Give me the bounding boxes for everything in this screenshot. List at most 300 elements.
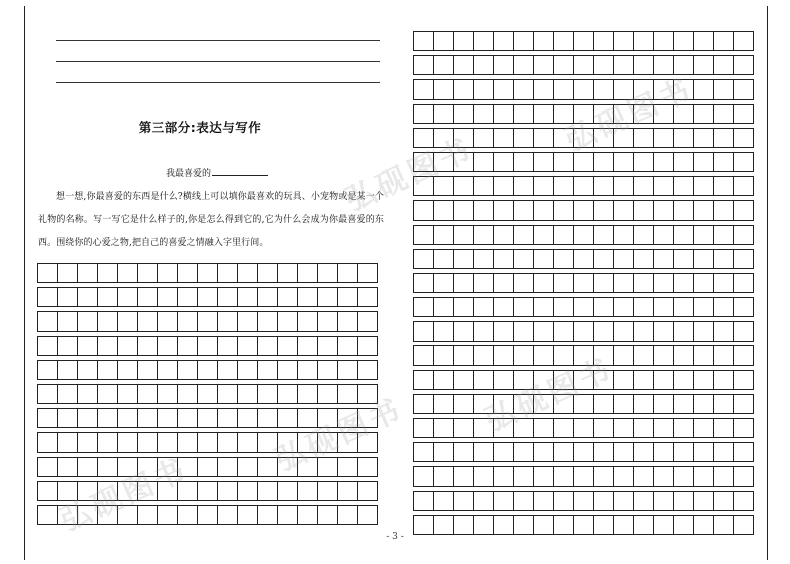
grid-cell[interactable]: [318, 409, 338, 428]
grid-cell[interactable]: [634, 56, 654, 75]
grid-cell[interactable]: [118, 337, 138, 356]
grid-cell[interactable]: [474, 129, 494, 148]
grid-cell[interactable]: [714, 153, 734, 172]
grid-cell[interactable]: [674, 32, 694, 51]
grid-cell[interactable]: [514, 105, 534, 124]
grid-cell[interactable]: [634, 298, 654, 317]
grid-cell[interactable]: [178, 288, 198, 307]
grid-cell[interactable]: [594, 274, 614, 293]
grid-cell[interactable]: [318, 433, 338, 452]
grid-cell[interactable]: [534, 346, 554, 365]
grid-cell[interactable]: [614, 56, 634, 75]
grid-cell[interactable]: [358, 482, 378, 501]
grid-cell[interactable]: [434, 250, 454, 269]
grid-cell[interactable]: [634, 443, 654, 462]
grid-cell[interactable]: [58, 264, 78, 283]
grid-cell[interactable]: [574, 56, 594, 75]
grid-cell[interactable]: [654, 226, 674, 245]
grid-cell[interactable]: [514, 177, 534, 196]
grid-cell[interactable]: [454, 346, 474, 365]
grid-cell[interactable]: [734, 129, 754, 148]
grid-cell[interactable]: [694, 395, 714, 414]
grid-cell[interactable]: [38, 409, 58, 428]
grid-cell[interactable]: [634, 492, 654, 511]
grid-cell[interactable]: [614, 346, 634, 365]
grid-cell[interactable]: [218, 312, 238, 331]
grid-cell[interactable]: [554, 201, 574, 220]
grid-cell[interactable]: [38, 361, 58, 380]
grid-cell[interactable]: [654, 274, 674, 293]
grid-cell[interactable]: [198, 458, 218, 477]
grid-cell[interactable]: [494, 322, 514, 341]
grid-cell[interactable]: [414, 322, 434, 341]
grid-cell[interactable]: [654, 32, 674, 51]
grid-cell[interactable]: [414, 250, 434, 269]
grid-cell[interactable]: [654, 492, 674, 511]
grid-cell[interactable]: [38, 506, 58, 525]
grid-cell[interactable]: [178, 409, 198, 428]
grid-cell[interactable]: [694, 492, 714, 511]
grid-cell[interactable]: [178, 337, 198, 356]
grid-cell[interactable]: [258, 288, 278, 307]
grid-cell[interactable]: [614, 467, 634, 486]
grid-cell[interactable]: [454, 80, 474, 99]
grid-cell[interactable]: [514, 443, 534, 462]
grid-cell[interactable]: [414, 105, 434, 124]
grid-cell[interactable]: [634, 419, 654, 438]
grid-cell[interactable]: [218, 506, 238, 525]
grid-cell[interactable]: [734, 322, 754, 341]
grid-cell[interactable]: [454, 56, 474, 75]
grid-cell[interactable]: [454, 250, 474, 269]
grid-cell[interactable]: [78, 482, 98, 501]
grid-cell[interactable]: [434, 322, 454, 341]
grid-cell[interactable]: [338, 337, 358, 356]
grid-cell[interactable]: [734, 298, 754, 317]
grid-cell[interactable]: [674, 105, 694, 124]
grid-cell[interactable]: [494, 153, 514, 172]
grid-cell[interactable]: [474, 274, 494, 293]
grid-cell[interactable]: [594, 419, 614, 438]
grid-cell[interactable]: [594, 371, 614, 390]
grid-cell[interactable]: [494, 201, 514, 220]
grid-cell[interactable]: [734, 250, 754, 269]
grid-cell[interactable]: [138, 409, 158, 428]
grid-cell[interactable]: [454, 274, 474, 293]
grid-cell[interactable]: [734, 443, 754, 462]
grid-cell[interactable]: [494, 467, 514, 486]
grid-cell[interactable]: [298, 288, 318, 307]
grid-cell[interactable]: [494, 492, 514, 511]
grid-cell[interactable]: [694, 443, 714, 462]
grid-cell[interactable]: [534, 443, 554, 462]
grid-cell[interactable]: [694, 226, 714, 245]
grid-cell[interactable]: [414, 129, 434, 148]
grid-cell[interactable]: [138, 264, 158, 283]
grid-cell[interactable]: [714, 105, 734, 124]
grid-cell[interactable]: [78, 385, 98, 404]
grid-cell[interactable]: [414, 443, 434, 462]
grid-cell[interactable]: [158, 433, 178, 452]
grid-cell[interactable]: [554, 346, 574, 365]
grid-cell[interactable]: [734, 274, 754, 293]
grid-cell[interactable]: [714, 129, 734, 148]
grid-cell[interactable]: [414, 492, 434, 511]
grid-cell[interactable]: [118, 506, 138, 525]
grid-cell[interactable]: [158, 482, 178, 501]
grid-cell[interactable]: [198, 312, 218, 331]
grid-cell[interactable]: [38, 385, 58, 404]
writing-grid-right[interactable]: [413, 31, 754, 539]
grid-cell[interactable]: [694, 419, 714, 438]
grid-cell[interactable]: [58, 409, 78, 428]
grid-cell[interactable]: [574, 298, 594, 317]
grid-cell[interactable]: [78, 312, 98, 331]
grid-cell[interactable]: [198, 264, 218, 283]
grid-cell[interactable]: [654, 177, 674, 196]
grid-cell[interactable]: [454, 395, 474, 414]
grid-cell[interactable]: [258, 482, 278, 501]
grid-cell[interactable]: [734, 226, 754, 245]
grid-cell[interactable]: [454, 201, 474, 220]
grid-cell[interactable]: [654, 322, 674, 341]
grid-cell[interactable]: [298, 337, 318, 356]
grid-cell[interactable]: [494, 129, 514, 148]
grid-cell[interactable]: [118, 385, 138, 404]
grid-cell[interactable]: [514, 274, 534, 293]
grid-cell[interactable]: [734, 492, 754, 511]
grid-cell[interactable]: [218, 264, 238, 283]
grid-cell[interactable]: [634, 274, 654, 293]
grid-cell[interactable]: [454, 226, 474, 245]
grid-cell[interactable]: [298, 458, 318, 477]
grid-cell[interactable]: [674, 274, 694, 293]
grid-cell[interactable]: [198, 409, 218, 428]
grid-cell[interactable]: [434, 129, 454, 148]
grid-cell[interactable]: [674, 395, 694, 414]
grid-cell[interactable]: [554, 298, 574, 317]
grid-cell[interactable]: [494, 80, 514, 99]
grid-cell[interactable]: [714, 250, 734, 269]
grid-cell[interactable]: [414, 177, 434, 196]
grid-cell[interactable]: [218, 409, 238, 428]
grid-cell[interactable]: [574, 492, 594, 511]
grid-cell[interactable]: [338, 288, 358, 307]
grid-cell[interactable]: [734, 177, 754, 196]
grid-cell[interactable]: [238, 433, 258, 452]
grid-cell[interactable]: [258, 385, 278, 404]
grid-cell[interactable]: [654, 395, 674, 414]
grid-cell[interactable]: [654, 298, 674, 317]
grid-cell[interactable]: [694, 322, 714, 341]
grid-cell[interactable]: [714, 56, 734, 75]
grid-cell[interactable]: [98, 458, 118, 477]
grid-cell[interactable]: [434, 419, 454, 438]
grid-cell[interactable]: [178, 458, 198, 477]
grid-cell[interactable]: [694, 177, 714, 196]
grid-cell[interactable]: [674, 129, 694, 148]
grid-cell[interactable]: [98, 409, 118, 428]
grid-cell[interactable]: [158, 288, 178, 307]
grid-cell[interactable]: [454, 153, 474, 172]
grid-cell[interactable]: [78, 361, 98, 380]
grid-cell[interactable]: [414, 56, 434, 75]
grid-cell[interactable]: [614, 322, 634, 341]
grid-cell[interactable]: [534, 274, 554, 293]
grid-cell[interactable]: [614, 226, 634, 245]
grid-cell[interactable]: [218, 337, 238, 356]
grid-cell[interactable]: [514, 129, 534, 148]
grid-cell[interactable]: [494, 346, 514, 365]
grid-cell[interactable]: [474, 153, 494, 172]
grid-cell[interactable]: [38, 433, 58, 452]
grid-cell[interactable]: [238, 385, 258, 404]
grid-cell[interactable]: [454, 105, 474, 124]
grid-cell[interactable]: [614, 201, 634, 220]
grid-cell[interactable]: [674, 226, 694, 245]
grid-cell[interactable]: [634, 80, 654, 99]
grid-cell[interactable]: [298, 433, 318, 452]
grid-cell[interactable]: [534, 419, 554, 438]
grid-cell[interactable]: [434, 298, 454, 317]
grid-cell[interactable]: [474, 298, 494, 317]
grid-cell[interactable]: [198, 482, 218, 501]
grid-cell[interactable]: [78, 458, 98, 477]
grid-cell[interactable]: [514, 153, 534, 172]
grid-cell[interactable]: [574, 419, 594, 438]
grid-cell[interactable]: [594, 346, 614, 365]
grid-cell[interactable]: [714, 492, 734, 511]
grid-cell[interactable]: [594, 467, 614, 486]
grid-cell[interactable]: [238, 506, 258, 525]
grid-cell[interactable]: [554, 250, 574, 269]
grid-cell[interactable]: [674, 298, 694, 317]
grid-cell[interactable]: [138, 288, 158, 307]
grid-cell[interactable]: [694, 201, 714, 220]
grid-cell[interactable]: [358, 385, 378, 404]
grid-cell[interactable]: [138, 482, 158, 501]
grid-cell[interactable]: [554, 32, 574, 51]
grid-cell[interactable]: [278, 482, 298, 501]
grid-cell[interactable]: [554, 371, 574, 390]
grid-cell[interactable]: [714, 226, 734, 245]
grid-cell[interactable]: [278, 385, 298, 404]
grid-cell[interactable]: [258, 458, 278, 477]
grid-cell[interactable]: [514, 419, 534, 438]
grid-cell[interactable]: [614, 492, 634, 511]
grid-cell[interactable]: [594, 492, 614, 511]
grid-cell[interactable]: [614, 298, 634, 317]
grid-cell[interactable]: [98, 385, 118, 404]
grid-cell[interactable]: [358, 264, 378, 283]
grid-cell[interactable]: [514, 56, 534, 75]
grid-cell[interactable]: [278, 506, 298, 525]
grid-cell[interactable]: [494, 443, 514, 462]
grid-cell[interactable]: [514, 395, 534, 414]
grid-cell[interactable]: [474, 201, 494, 220]
grid-cell[interactable]: [554, 322, 574, 341]
grid-cell[interactable]: [434, 32, 454, 51]
grid-cell[interactable]: [454, 371, 474, 390]
grid-cell[interactable]: [514, 32, 534, 51]
grid-cell[interactable]: [138, 312, 158, 331]
grid-cell[interactable]: [574, 32, 594, 51]
grid-cell[interactable]: [494, 274, 514, 293]
grid-cell[interactable]: [38, 288, 58, 307]
grid-cell[interactable]: [474, 80, 494, 99]
grid-cell[interactable]: [574, 322, 594, 341]
grid-cell[interactable]: [514, 226, 534, 245]
grid-cell[interactable]: [694, 80, 714, 99]
grid-cell[interactable]: [694, 129, 714, 148]
grid-cell[interactable]: [138, 385, 158, 404]
grid-cell[interactable]: [414, 201, 434, 220]
grid-cell[interactable]: [318, 385, 338, 404]
grid-cell[interactable]: [674, 80, 694, 99]
grid-cell[interactable]: [534, 80, 554, 99]
grid-cell[interactable]: [714, 419, 734, 438]
grid-cell[interactable]: [594, 129, 614, 148]
grid-cell[interactable]: [218, 458, 238, 477]
grid-cell[interactable]: [318, 506, 338, 525]
grid-cell[interactable]: [138, 337, 158, 356]
grid-cell[interactable]: [634, 395, 654, 414]
grid-cell[interactable]: [734, 105, 754, 124]
grid-cell[interactable]: [554, 443, 574, 462]
grid-cell[interactable]: [494, 105, 514, 124]
grid-cell[interactable]: [574, 443, 594, 462]
grid-cell[interactable]: [298, 312, 318, 331]
grid-cell[interactable]: [634, 226, 654, 245]
grid-cell[interactable]: [414, 346, 434, 365]
grid-cell[interactable]: [534, 298, 554, 317]
grid-cell[interactable]: [198, 506, 218, 525]
grid-cell[interactable]: [98, 506, 118, 525]
grid-cell[interactable]: [118, 312, 138, 331]
grid-cell[interactable]: [434, 153, 454, 172]
grid-cell[interactable]: [654, 129, 674, 148]
grid-cell[interactable]: [714, 80, 734, 99]
grid-cell[interactable]: [98, 288, 118, 307]
grid-cell[interactable]: [98, 312, 118, 331]
grid-cell[interactable]: [594, 201, 614, 220]
grid-cell[interactable]: [654, 153, 674, 172]
grid-cell[interactable]: [654, 443, 674, 462]
grid-cell[interactable]: [594, 153, 614, 172]
grid-cell[interactable]: [494, 419, 514, 438]
grid-cell[interactable]: [454, 467, 474, 486]
grid-cell[interactable]: [454, 322, 474, 341]
grid-cell[interactable]: [574, 80, 594, 99]
grid-cell[interactable]: [694, 56, 714, 75]
grid-cell[interactable]: [514, 371, 534, 390]
grid-cell[interactable]: [674, 371, 694, 390]
grid-cell[interactable]: [414, 274, 434, 293]
grid-cell[interactable]: [158, 506, 178, 525]
grid-cell[interactable]: [118, 288, 138, 307]
grid-cell[interactable]: [654, 419, 674, 438]
grid-cell[interactable]: [614, 250, 634, 269]
grid-cell[interactable]: [238, 458, 258, 477]
grid-cell[interactable]: [574, 395, 594, 414]
grid-cell[interactable]: [714, 443, 734, 462]
grid-cell[interactable]: [58, 288, 78, 307]
grid-cell[interactable]: [78, 264, 98, 283]
grid-cell[interactable]: [534, 226, 554, 245]
grid-cell[interactable]: [574, 371, 594, 390]
grid-cell[interactable]: [278, 361, 298, 380]
grid-cell[interactable]: [318, 361, 338, 380]
grid-cell[interactable]: [298, 361, 318, 380]
grid-cell[interactable]: [514, 492, 534, 511]
grid-cell[interactable]: [58, 361, 78, 380]
grid-cell[interactable]: [594, 250, 614, 269]
grid-cell[interactable]: [714, 395, 734, 414]
grid-cell[interactable]: [318, 264, 338, 283]
grid-cell[interactable]: [338, 433, 358, 452]
grid-cell[interactable]: [634, 322, 654, 341]
grid-cell[interactable]: [138, 433, 158, 452]
grid-cell[interactable]: [474, 371, 494, 390]
grid-cell[interactable]: [574, 105, 594, 124]
grid-cell[interactable]: [474, 32, 494, 51]
grid-cell[interactable]: [494, 298, 514, 317]
grid-cell[interactable]: [58, 482, 78, 501]
grid-cell[interactable]: [198, 337, 218, 356]
grid-cell[interactable]: [278, 409, 298, 428]
grid-cell[interactable]: [238, 264, 258, 283]
grid-cell[interactable]: [178, 385, 198, 404]
grid-cell[interactable]: [198, 288, 218, 307]
grid-cell[interactable]: [58, 312, 78, 331]
grid-cell[interactable]: [434, 274, 454, 293]
grid-cell[interactable]: [78, 288, 98, 307]
grid-cell[interactable]: [98, 482, 118, 501]
grid-cell[interactable]: [534, 395, 554, 414]
grid-cell[interactable]: [634, 153, 654, 172]
grid-cell[interactable]: [614, 32, 634, 51]
grid-cell[interactable]: [278, 433, 298, 452]
grid-cell[interactable]: [454, 129, 474, 148]
grid-cell[interactable]: [338, 264, 358, 283]
grid-cell[interactable]: [98, 264, 118, 283]
grid-cell[interactable]: [118, 361, 138, 380]
grid-cell[interactable]: [258, 264, 278, 283]
grid-cell[interactable]: [734, 32, 754, 51]
grid-cell[interactable]: [714, 346, 734, 365]
grid-cell[interactable]: [534, 322, 554, 341]
grid-cell[interactable]: [38, 458, 58, 477]
grid-cell[interactable]: [514, 80, 534, 99]
grid-cell[interactable]: [158, 337, 178, 356]
grid-cell[interactable]: [574, 250, 594, 269]
grid-cell[interactable]: [474, 105, 494, 124]
grid-cell[interactable]: [38, 337, 58, 356]
grid-cell[interactable]: [674, 177, 694, 196]
grid-cell[interactable]: [118, 409, 138, 428]
grid-cell[interactable]: [514, 346, 534, 365]
grid-cell[interactable]: [554, 153, 574, 172]
grid-cell[interactable]: [338, 385, 358, 404]
grid-cell[interactable]: [178, 361, 198, 380]
grid-cell[interactable]: [414, 419, 434, 438]
grid-cell[interactable]: [358, 433, 378, 452]
grid-cell[interactable]: [494, 226, 514, 245]
grid-cell[interactable]: [534, 153, 554, 172]
grid-cell[interactable]: [494, 56, 514, 75]
grid-cell[interactable]: [118, 433, 138, 452]
grid-cell[interactable]: [734, 419, 754, 438]
